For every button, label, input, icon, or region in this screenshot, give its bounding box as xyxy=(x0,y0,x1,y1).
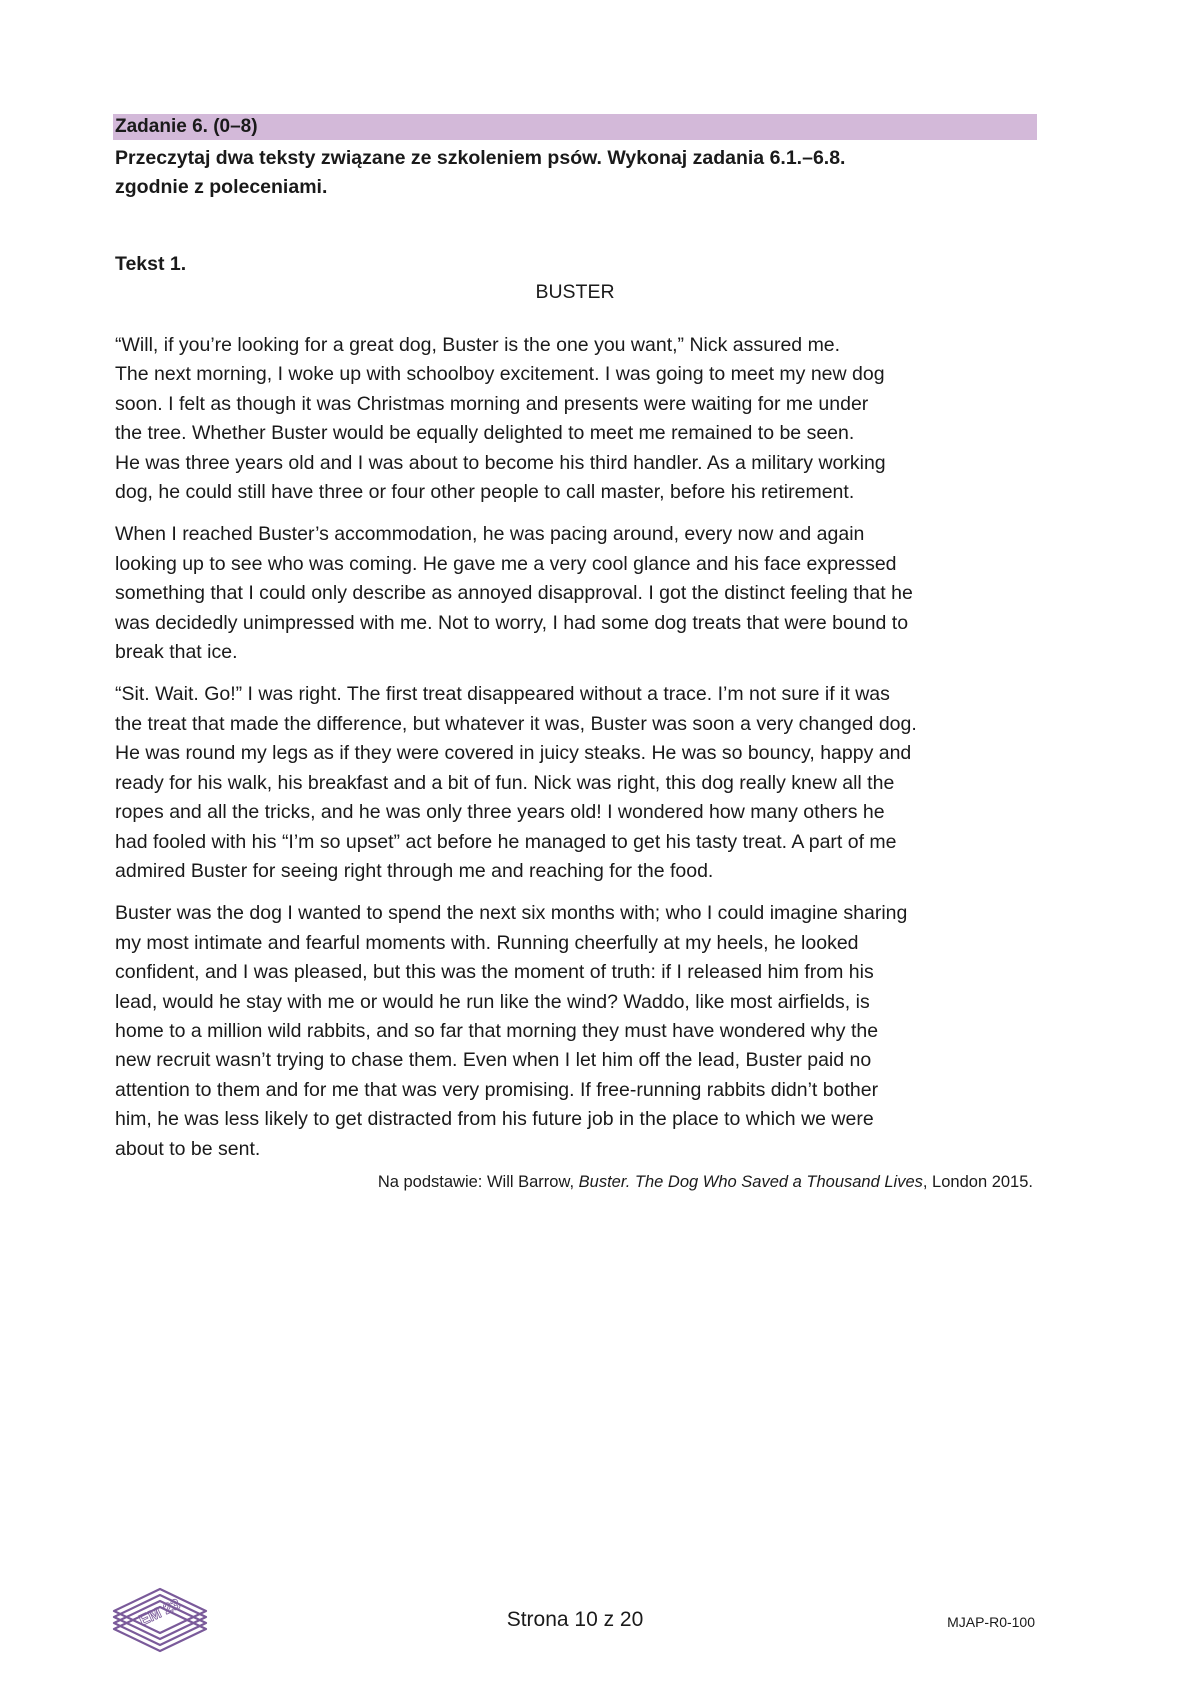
paragraph xyxy=(115,331,1075,507)
paragraph xyxy=(115,899,1075,1164)
text-line: ready for his walk, his breakfast and a bit of fun. Nick was right, this dog really knew all the xyxy=(115,771,895,794)
text-line: had fooled with his “I’m so upset” act before he managed to get his tasty treat. A part of me xyxy=(115,830,897,853)
paragraph xyxy=(115,520,1075,667)
text-line: home to a million wild rabbits, and so far that morning they must have wondered why the xyxy=(115,1019,879,1042)
text-line: him, he was less likely to get distracted from his future job in the place to which we were xyxy=(115,1108,874,1131)
text-line: looking up to see who was coming. He gave me a very cool glance and his face expressed xyxy=(115,552,897,575)
text-line: ropes and all the tricks, and he was only three years old! I wondered how many others he xyxy=(115,801,885,824)
paragraph xyxy=(115,680,1075,886)
logo-text: EM 23 xyxy=(136,1595,184,1630)
text-line: about to be sent. xyxy=(115,1137,261,1160)
text-line: soon. I felt as though it was Christmas morning and presents were waiting for me under xyxy=(115,392,869,415)
text-line: Buster was the dog I wanted to spend the next six months with; who I could imagine sharing xyxy=(115,902,908,925)
text-line: The next morning, I woke up with schoolboy excitement. I was going to meet my new dog xyxy=(115,363,885,386)
story-title: BUSTER xyxy=(535,281,615,303)
text-line: admired Buster for seeing right through me and reaching for the food. xyxy=(115,859,714,882)
text-line: “Sit. Wait. Go!” I was right. The first treat disappeared without a trace. I’m not sure if it was xyxy=(115,683,890,706)
text-line: When I reached Buster’s accommodation, he was pacing around, every now and again xyxy=(115,523,865,546)
text-line: the tree. Whether Buster would be equally delighted to meet me remained to be seen. xyxy=(115,422,855,445)
text-line: He was round my legs as if they were covered in juicy steaks. He was so bouncy, happy and xyxy=(115,742,912,765)
text-line: attention to them and for me that was very promising. If free-running rabbits didn’t bother xyxy=(115,1078,879,1101)
source-citation xyxy=(0,1173,1033,1192)
text-line: the treat that made the difference, but whatever it was, Buster was soon a very changed dog. xyxy=(115,712,917,735)
page-number: Strona 10 z 20 xyxy=(506,1608,644,1631)
text-line: lead, would he stay with me or would he run like the wind? Waddo, like most airfields, is xyxy=(115,990,870,1013)
task-header xyxy=(113,114,1037,140)
source-prefix: Na podstawie: Will Barrow, xyxy=(377,1173,579,1191)
source-suffix: , London 2015. xyxy=(922,1173,1033,1191)
instruction-line: zgodnie z poleceniami. xyxy=(115,176,328,198)
text-line: something that I could only describe as annoyed disapproval. I got the distinct feeling that he xyxy=(115,582,913,605)
source-book-title: Buster. The Dog Who Saved a Thousand Lives xyxy=(578,1173,923,1191)
text-line: new recruit wasn’t trying to chase them. Even when I let him off the lead, Buster paid no xyxy=(115,1049,872,1072)
task-header-text: Zadanie 6. (0–8) xyxy=(115,116,258,137)
story-body xyxy=(115,331,1075,1177)
text-line: “Will, if you’re looking for a great dog, Buster is the one you want,” Nick assured me. xyxy=(115,334,841,356)
task-instruction xyxy=(115,144,1045,202)
exam-code: MJAP-R0-100 xyxy=(947,1614,1035,1630)
text-line: was decidedly unimpressed with me. Not to worry, I had some dog treats that were bound to xyxy=(115,611,909,634)
text-line: break that ice. xyxy=(115,641,238,664)
text-line: He was three years old and I was about to become his third handler. As a military working xyxy=(115,451,886,474)
instruction-line: Przeczytaj dwa teksty związane ze szkoleniem psów. Wykonaj zadania 6.1.–6.8. xyxy=(115,147,846,169)
text-line: confident, and I was pleased, but this was the moment of truth: if I released him from his xyxy=(115,961,874,984)
text-line: dog, he could still have three or four other people to call master, before his retirement. xyxy=(115,481,855,504)
text-label: Tekst 1. xyxy=(115,253,187,275)
text-line: my most intimate and fearful moments with. Running cheerfully at my heels, he looked xyxy=(115,931,859,954)
